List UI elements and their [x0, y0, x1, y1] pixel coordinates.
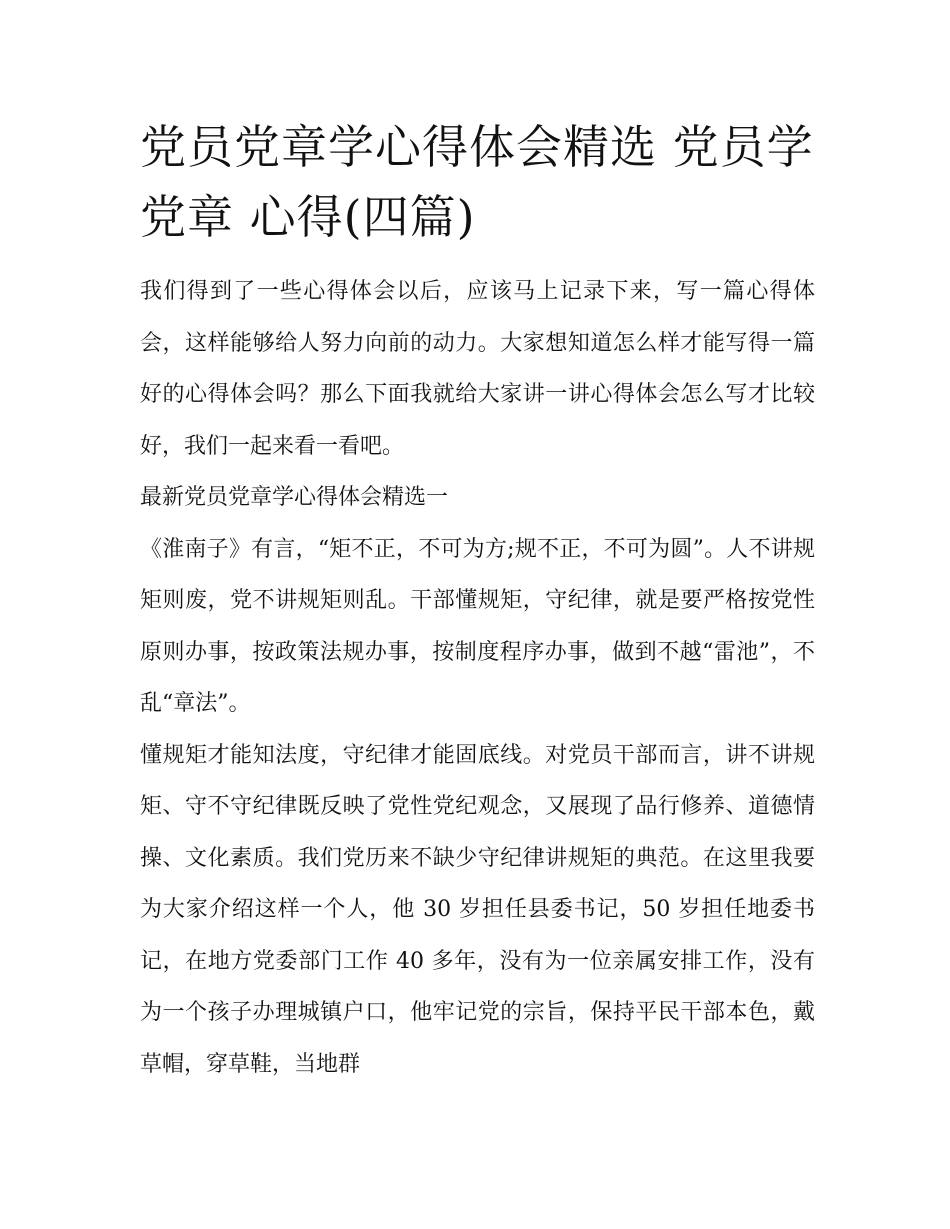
body-paragraph: 《淮南子》有言，“矩不正，不可为方;规不正，不可为圆”。人不讲规矩则废，党不讲规矩则乱。干部懂规矩，守纪律，就是要严格按党性原则办事，按政策法规办事，按制度程序办事，做到不越“雷池”，不乱“章法”。 — [140, 536, 815, 716]
intro-paragraph: 我们得到了一些心得体会以后，应该马上记录下来，写一篇心得体会，这样能够给人努力向前的动力。大家想知道怎么样才能写得一篇好的心得体会吗？那么下面我就给大家讲一讲心得体会怎么写才比较好，我们一起来看一看吧。 — [140, 279, 815, 459]
document-page — [140, 112, 815, 1090]
document-title: 党员党章学心得体会精选 党员学党章 心得(四篇) — [140, 120, 814, 244]
body-paragraph: 懂规矩才能知法度，守纪律才能固底线。对党员干部而言，讲不讲规矩、守不守纪律既反映了党性党纪观念，又展现了品行修养、道德情操、文化素质。我们党历来不缺少守纪律讲规矩的典范。在这里我要为大家介绍这样一个人，他 30 岁担任县委书记，50 岁担任地委书记，在地方党委部门工作 40 多年，没有为一位亲属安排工作，没有为一个孩子办理城镇户口，他牢记党的宗旨，保持平民干部本色，戴草帽，穿草鞋，当地群 — [140, 742, 815, 1077]
section-heading: 最新党员党章学心得体会精选一 — [140, 485, 449, 510]
